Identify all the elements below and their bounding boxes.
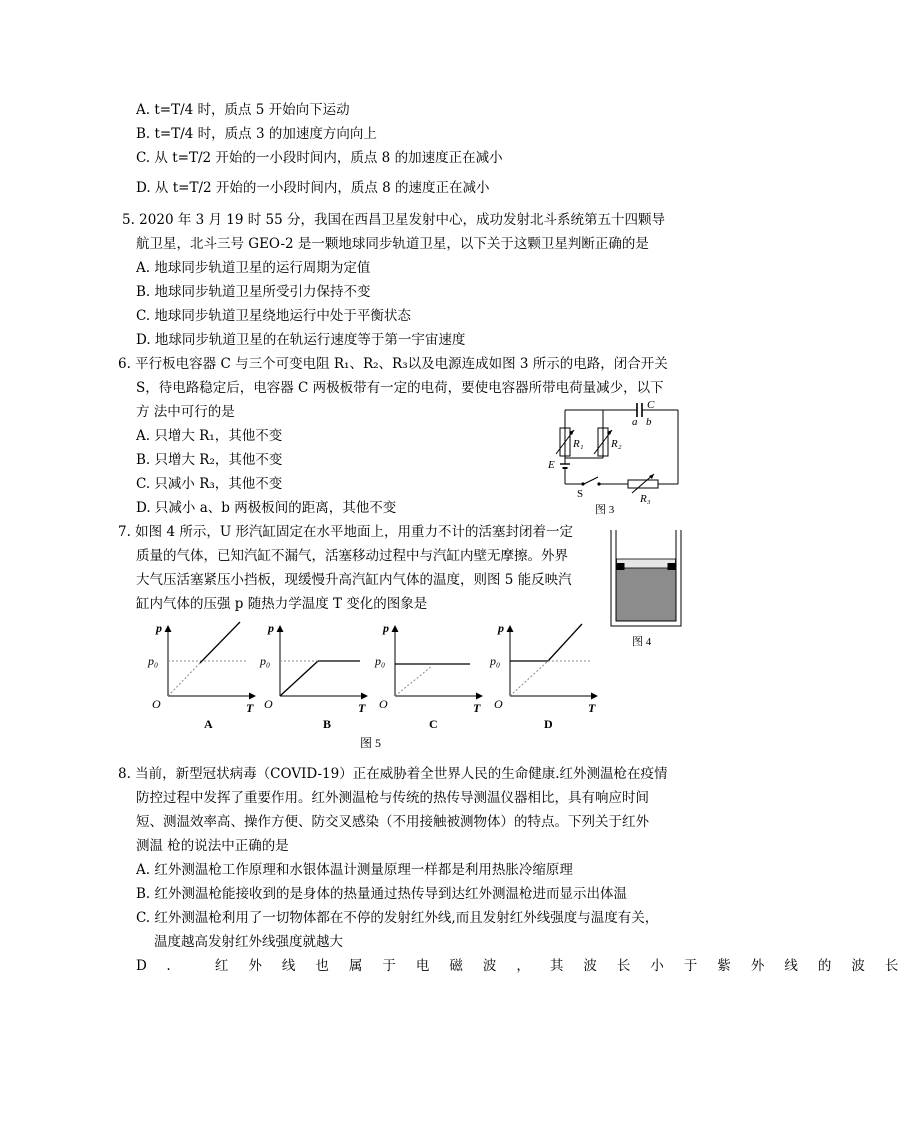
figure-5-graphs: [140, 616, 610, 754]
q8-stem-cont: 防控过程中发挥了重要作用。红外测温枪与传统的热传导测温仪器相比，具有响应时间: [136, 790, 649, 806]
switch-s-label: S: [577, 488, 584, 500]
q4-option-a: A. t=T/4 时，质点 5 开始向下运动: [136, 102, 350, 118]
q7-stem-cont2: 大气压活塞紧压小挡板，现缓慢升高汽缸内气体的温度，则图 5 能反映汽: [136, 572, 572, 588]
q7-stem-cont: 质量的气体，已知汽缸不漏气，活塞移动过程中与汽缸内壁无摩擦。外界: [136, 548, 568, 564]
graph-b-letter: B: [323, 717, 332, 731]
q6-option-d: D. 只减小 a、b 两极板间的距离，其他不变: [136, 500, 397, 516]
q8-option-c-cont: 温度越高发射红外线强度就越大: [154, 934, 343, 950]
graph-c-t-label: T: [473, 701, 481, 715]
q8-option-c: C. 红外测温枪利用了一切物体都在不停的发射红外线,而且发射红外线强度与温度有关，: [136, 910, 659, 926]
q6-option-b: B. 只增大 R₂，其他不变: [136, 452, 283, 468]
q8-option-d: D. 红外线也属于电磁波，其波长小于紫外线的波长: [136, 958, 918, 974]
q6-stem: 6. 平行板电容器 C 与三个可变电阻 R₁、R₂、R₃以及电源连成如图 3 所示的电路，闭合开关: [118, 356, 668, 372]
q7-stem: 7. 如图 4 所示，U 形汽缸固定在水平地面上，用重力不计的活塞封闭着一定: [118, 524, 574, 540]
q5-stem: 5. 2020 年 3 月 19 时 55 分，我国在西昌卫星发射中心，成功发射北斗系统第五十四颗导: [122, 212, 666, 228]
q4-option-d: D. 从 t=T/2 开始的一小段时间内，质点 8 的速度正在减小: [136, 180, 490, 196]
graph-c-p0-label: p₀: [375, 654, 386, 668]
graph-a-origin-label: O: [152, 697, 161, 711]
q8-option-b: B. 红外测温枪能接收到的是身体的热量通过热传导到达红外测温枪进而显示出体温: [136, 886, 628, 902]
q8-stem: 8. 当前，新型冠状病毒（COVID-19）正在威胁着全世界人民的生命健康.红外测温枪在疫情: [118, 766, 668, 782]
figure-3-circuit: [540, 396, 690, 518]
battery-e-label: E: [548, 459, 555, 471]
q5-stem-cont: 航卫星，北斗三号 GEO-2 是一颗地球同步轨道卫星，以下关于这颗卫星判断正确的是: [136, 236, 649, 252]
q8-stem-cont3: 测温 枪的说法中正确的是: [136, 838, 289, 854]
q6-stem-cont2: 方 法中可行的是: [136, 404, 235, 420]
graph-b-origin-label: O: [264, 697, 273, 711]
q6-stem-cont: S，待电路稳定后，电容器 C 两极板带有一定的电荷，要使电容器所带电荷量减少，以下: [136, 380, 664, 396]
figure-5-caption: 图 5: [360, 736, 382, 750]
q7-stem-cont3: 缸内气体的压强 p 随热力学温度 T 变化的图象是: [136, 596, 428, 612]
q6-option-c: C. 只减小 R₃，其他不变: [136, 476, 283, 492]
r3-label: R₃: [640, 493, 651, 505]
graph-c: [374, 621, 482, 731]
q5-option-d: D. 地球同步轨道卫星的在轨运行速度等于第一宇宙速度: [136, 332, 466, 348]
r2-label: R₂: [611, 438, 622, 450]
graph-d-p-label: p: [498, 621, 504, 635]
graph-c-origin-label: O: [379, 697, 388, 711]
q5-option-a: A. 地球同步轨道卫星的运行周期为定值: [136, 260, 371, 276]
graph-d-t-label: T: [588, 701, 596, 715]
plate-a-label: a: [632, 416, 638, 428]
graph-c-p-label: p: [383, 621, 389, 635]
graph-d: [489, 621, 597, 731]
figure-4-cylinder: [606, 528, 688, 652]
graph-d-p0-label: p₀: [490, 654, 501, 668]
graph-b-t-label: T: [358, 701, 366, 715]
graph-a-t-label: T: [246, 701, 254, 715]
graph-a: [147, 621, 255, 731]
graph-b-p0-label: p₀: [260, 654, 271, 668]
graph-c-letter: C: [429, 717, 438, 731]
graph-b-p-label: p: [268, 621, 274, 635]
graph-a-p-label: p: [156, 621, 162, 635]
figure-3-caption: 图 3: [595, 504, 615, 516]
figure-4-caption: 图 4: [632, 636, 652, 648]
graph-d-origin-label: O: [494, 697, 503, 711]
q8-stem-cont2: 短、测温效率高、操作方便、防交叉感染（不用接触被测物体）的特点。下列关于红外: [136, 814, 649, 830]
graph-d-letter: D: [544, 717, 553, 731]
q4-option-b: B. t=T/4 时，质点 3 的加速度方向向上: [136, 126, 377, 142]
q5-option-c: C. 地球同步轨道卫星绕地运行中处于平衡状态: [136, 308, 411, 324]
graph-a-letter: A: [204, 717, 213, 731]
q6-option-a: A. 只增大 R₁，其他不变: [136, 428, 283, 444]
plate-b-label: b: [646, 416, 652, 428]
q5-option-b: B. 地球同步轨道卫星所受引力保持不变: [136, 284, 371, 300]
q8-option-a: A. 红外测温枪工作原理和水银体温计测量原理一样都是利用热胀冷缩原理: [136, 862, 573, 878]
capacitor-c-label: C: [647, 399, 655, 411]
r1-label: R₁: [573, 438, 584, 450]
q4-option-c: C. 从 t=T/2 开始的一小段时间内，质点 8 的加速度正在减小: [136, 150, 503, 166]
graph-b: [259, 621, 367, 731]
graph-a-p0-label: p₀: [148, 654, 159, 668]
